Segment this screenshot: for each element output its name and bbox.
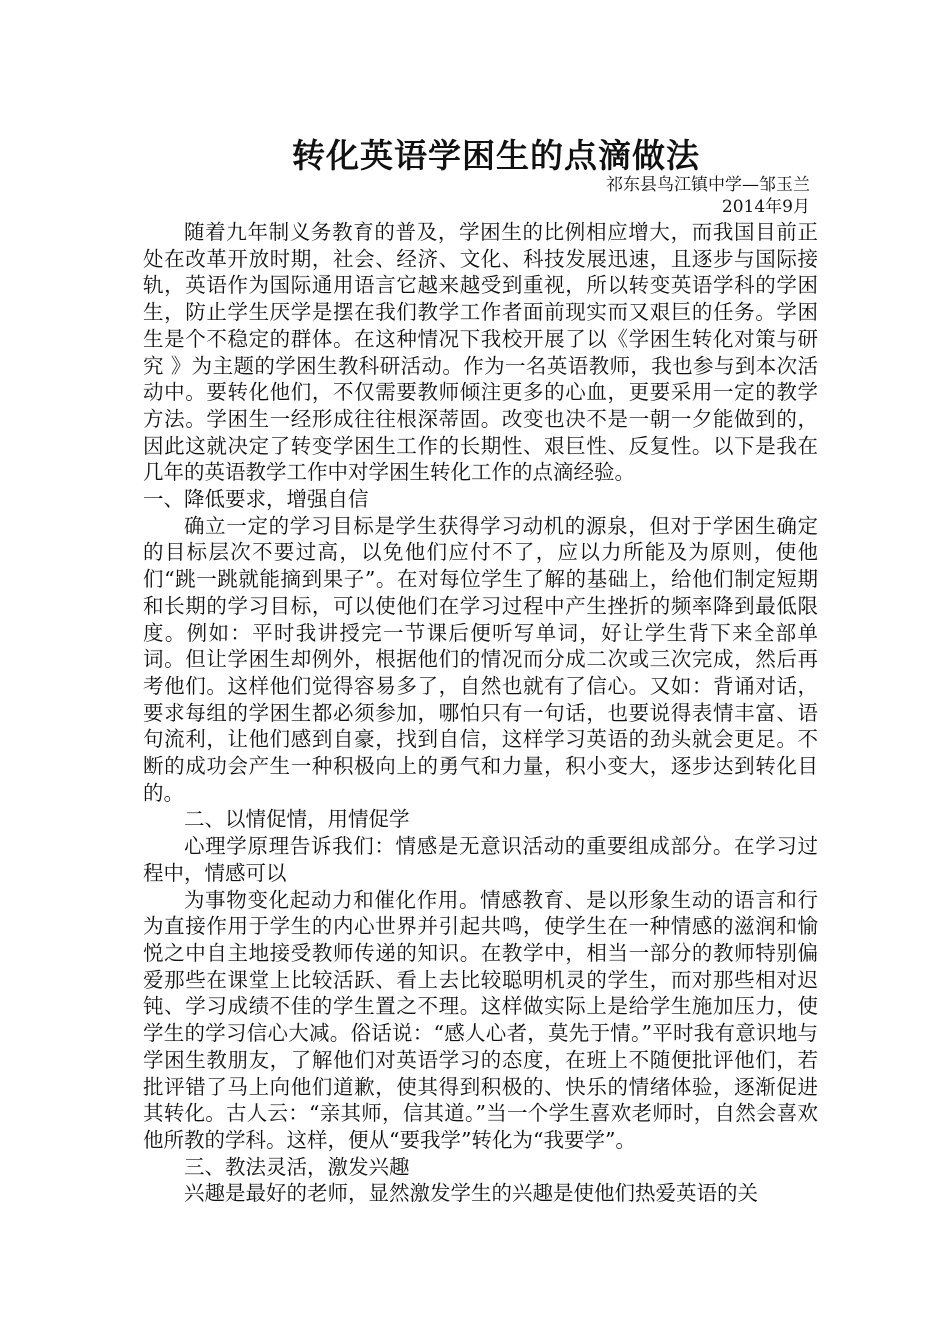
intro-paragraph: 随着九年制义务教育的普及，学困生的比例相应增大，而我国目前正处在改革开放时期，社会、经济、文化、科技发展迅速，且逐步与国际接轨，英语作为国际通用语言它越来越受到重视，所以转变英语学科的学困生，防止学生厌学是摆在我们教学工作者面前现实而又艰巨的任务。学困生是个不稳定的群体。在这种情况下我校开展了以《学困生转化对策与研究 》为主题的学困生教科研活动。作为一名英语教师，我也参与到本次活动中。要转化他们，不仅需要教师倾注更多的心血，更要采用一定的教学方法。学困生一经形成往往根深蒂固。改变也决不是一朝一夕能做到的，因此这就决定了转变学困生工作的长期性、艰巨性、反复性。以下是我在几年的英语教学工作中对学困生转化工作的点滴经验。	[143, 220, 818, 485]
section-2-paragraph-a: 心理学原理告诉我们：情感是无意识活动的重要组成部分。在学习过程中，情感可以	[143, 834, 818, 885]
section-2-paragraph-b: 为事物变化起动力和催化作用。情感教育、是以形象生动的语言和行为直接作用于学生的内心世界并引起共鸣，使学生在一种情感的滋润和愉悦之中自主地接受教师传递的知识。在教学中，相当一部分的教师特别偏爱那些在课堂上比较活跃、看上去比较聪明机灵的学生，而对那些相对迟钝、学习成绩不佳的学生置之不理。这样做实际上是给学生施加压力，使学生的学习信心大减。俗话说：“感人心者，莫先于情。”平时我有意识地与学困生教朋友，了解他们对英语学习的态度，在班上不随便批评他们，若批评错了马上向他们道歉，使其得到积极的、快乐的情绪体验，逐渐促进其转化。古人云：“亲其师，信其道。”当一个学生喜欢老师时，自然会喜欢他所教的学科。这样，便从“要我学”转化为“我要学”。	[143, 887, 818, 1152]
document-date: 2014年9月	[721, 197, 810, 217]
section-heading-2: 二、以情促情，用情促学	[184, 807, 410, 832]
author-line: 祁东县鸟江镇中学—邹玉兰	[606, 175, 810, 195]
section-heading-3: 三、教法灵活，激发兴趣	[184, 1154, 410, 1179]
document-title: 转化英语学困生的点滴做法	[292, 136, 700, 175]
section-3-paragraph: 兴趣是最好的老师，显然激发学生的兴趣是使他们热爱英语的关	[184, 1181, 758, 1206]
document-body	[143, 219, 818, 1207]
section-heading-1: 一、降低要求，增强自信	[143, 487, 369, 512]
section-1-paragraph: 确立一定的学习目标是学生获得学习动机的源泉，但对于学困生确定的目标层次不要过高，以免他们应付不了，应以力所能及为原则，使他们“跳一跳就能摘到果子”。在对每位学生了解的基础上，给他们制定短期和长期的学习目标，可以使他们在学习过程中产生挫折的频率降到最低限度。例如：平时我讲授完一节课后便听写单词，好让学生背下来全部单词。但让学困生却例外，根据他们的情况而分成二次或三次完成，然后再考他们。这样他们觉得容易多了，自然也就有了信心。又如：背诵对话，要求每组的学困生都必须参加，哪怕只有一句话，也要说得表情丰富、语句流利，让他们感到自豪，找到自信，这样学习英语的劲头就会更足。不断的成功会产生一种积极向上的勇气和力量，积小变大，逐步达到转化目的。	[143, 513, 818, 805]
